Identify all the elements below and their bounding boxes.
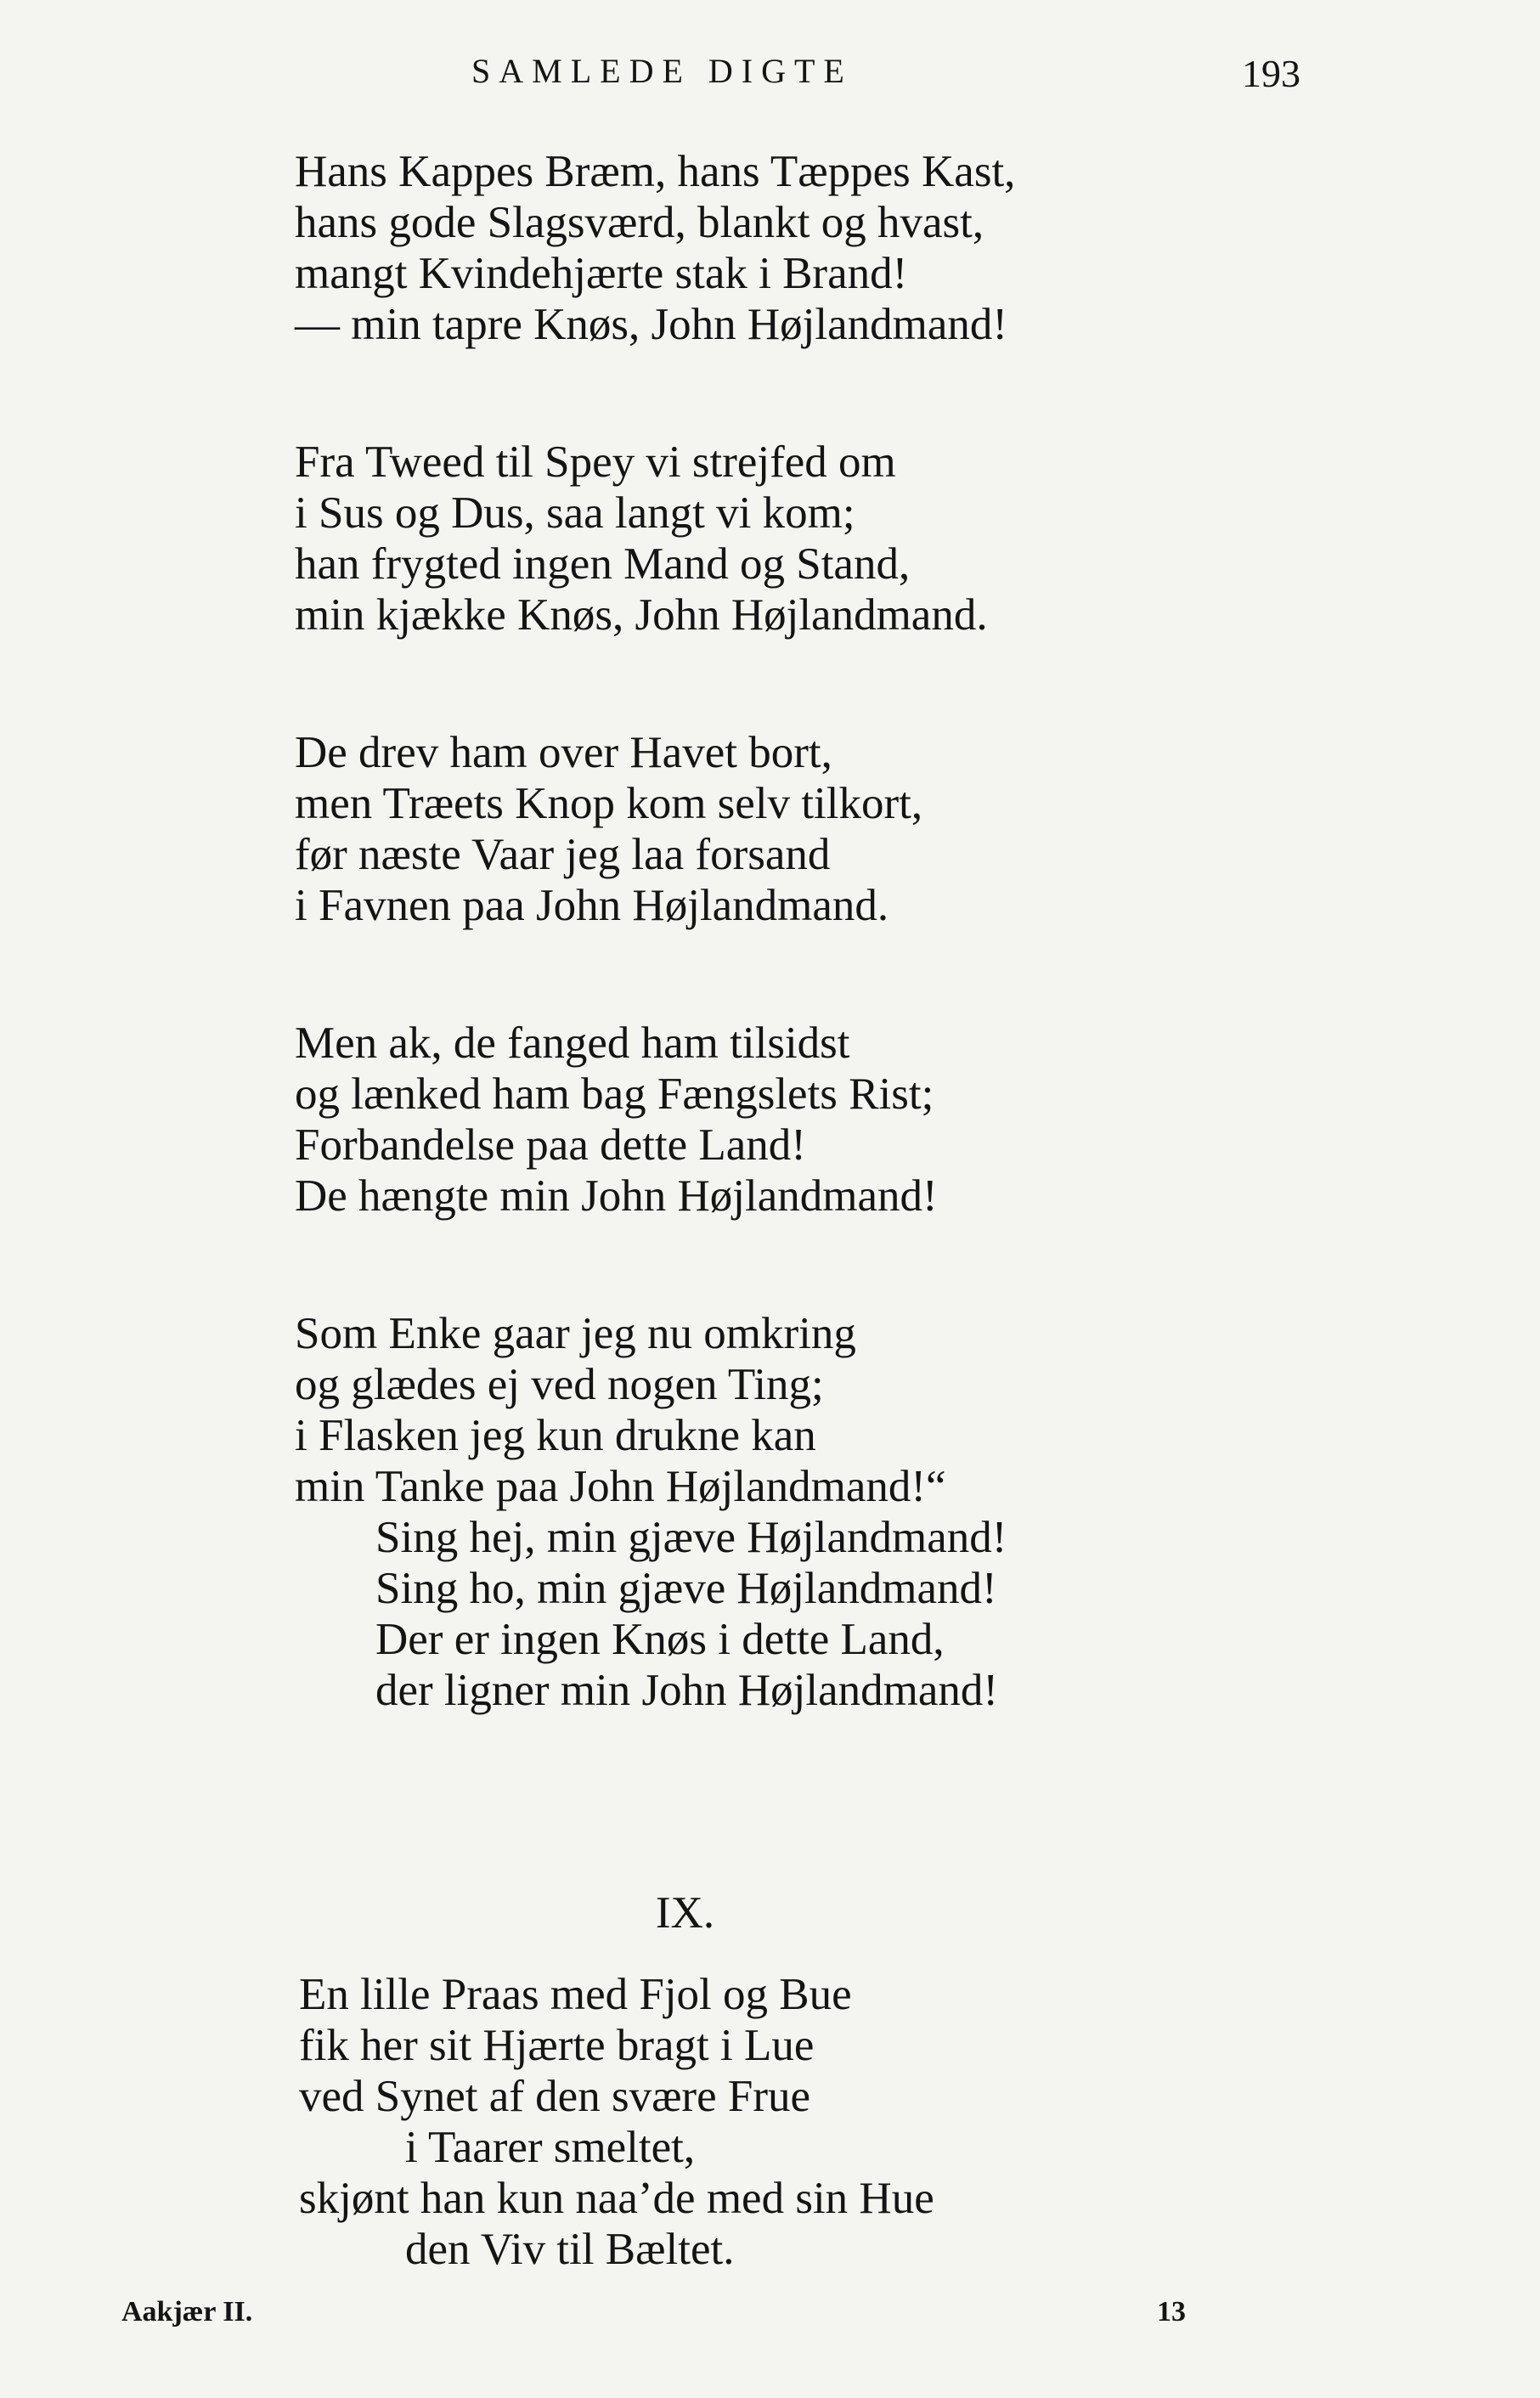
stanza-4: [295, 1018, 1314, 1222]
verse-line: Forbandelse paa dette Land!: [295, 1120, 806, 1170]
verse-line: hans gode Slagsværd, blankt og hvast,: [295, 198, 984, 247]
verse-line: i Taarer smeltet,: [405, 2123, 696, 2172]
sheet-number: 13: [1157, 2296, 1186, 2327]
verse-line: min Tanke paa John Højlandmand!“: [295, 1462, 946, 1511]
poem-continuation: [295, 146, 1314, 1803]
verse-line: min kjække Knøs, John Højlandmand.: [295, 590, 988, 640]
stanza-5: [295, 1308, 1314, 1716]
verse-line: — min tapre Knøs, John Højlandmand!: [295, 300, 1008, 349]
signature-mark: Aakjær II.: [121, 2296, 253, 2327]
verse-line: Fra Tweed til Spey vi strejfed om: [295, 437, 896, 487]
refrain-line: Der er ingen Knøs i dette Land,: [375, 1615, 945, 1664]
verse-line: og glædes ej ved nogen Ting;: [295, 1360, 824, 1409]
verse-line: han frygted ingen Mand og Stand,: [295, 539, 911, 589]
page-number: 193: [1242, 52, 1300, 95]
verse-line: mangt Kvindehjærte stak i Brand!: [295, 249, 908, 298]
stanza-2: [295, 437, 1314, 640]
refrain-line: Sing hej, min gjæve Højlandmand!: [375, 1513, 1007, 1562]
verse-line: i Sus og Dus, saa langt vi kom;: [295, 488, 855, 538]
verse-line: i Flasken jeg kun drukne kan: [295, 1411, 816, 1460]
stanza-1: [295, 146, 1314, 350]
verse-line: skjønt han kun naa’de med sin Hue: [299, 2174, 934, 2223]
verse-line: ved Synet af den svære Frue: [299, 2072, 810, 2121]
verse-line: før næste Vaar jeg laa forsand: [295, 830, 831, 879]
refrain-line: der ligner min John Højlandmand!: [375, 1666, 999, 1715]
verse-line: fik her sit Hjærte bragt i Lue: [299, 2021, 815, 2070]
verse-line: og lænked ham bag Fængslets Rist;: [295, 1069, 934, 1119]
section-heading: IX.: [655, 1888, 715, 1938]
stanza-3: [295, 727, 1314, 931]
verse-line: Som Enke gaar jeg nu omkring: [295, 1309, 856, 1358]
verse-line: Men ak, de fanged ham tilsidst: [295, 1018, 850, 1068]
verse-line: De drev ham over Havet bort,: [295, 728, 832, 777]
poem-section-ix: [299, 1969, 1318, 2275]
verse-line: En lille Praas med Fjol og Bue: [299, 1970, 852, 2019]
refrain-line: Sing ho, min gjæve Højlandmand!: [375, 1564, 997, 1613]
verse-line: i Favnen paa John Højlandmand.: [295, 881, 889, 930]
running-head: SAMLEDE DIGTE: [471, 52, 853, 90]
verse-line: Hans Kappes Bræm, hans Tæppes Kast,: [295, 147, 1016, 196]
verse-line: men Træets Knop kom selv tilkort,: [295, 779, 923, 828]
verse-line: den Viv til Bæltet.: [405, 2225, 735, 2274]
verse-line: De hængte min John Højlandmand!: [295, 1171, 938, 1221]
